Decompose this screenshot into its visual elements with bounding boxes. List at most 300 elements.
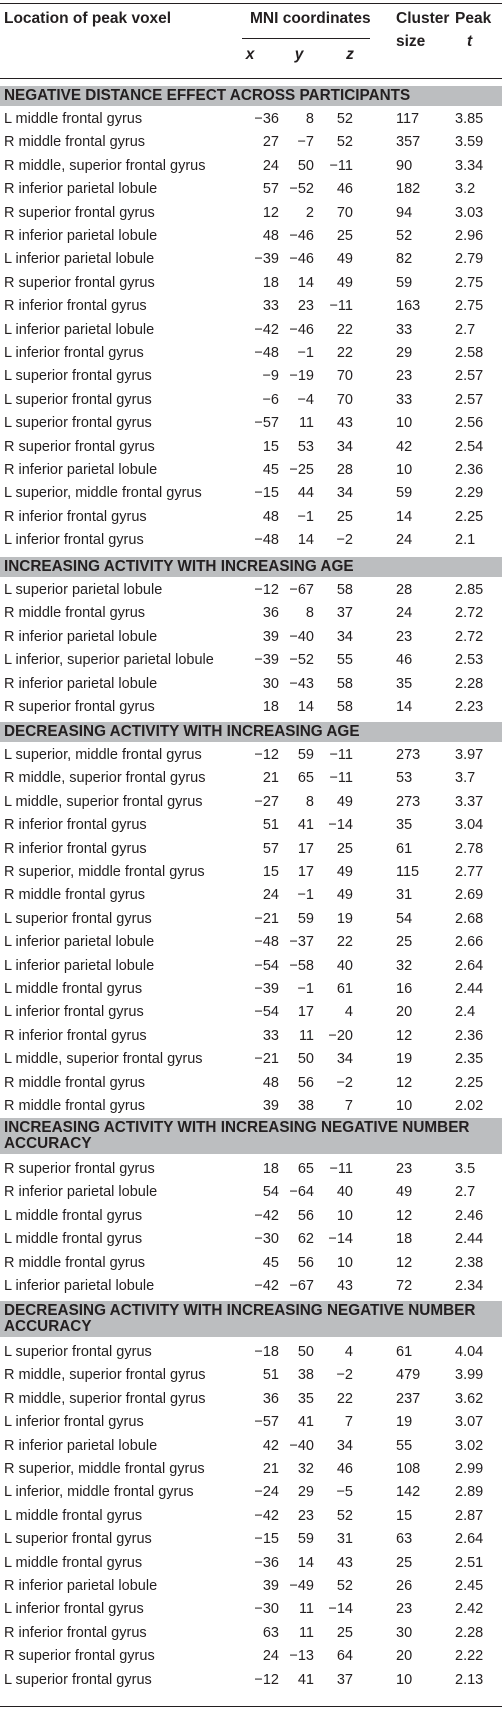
cell-z: 43: [336, 1278, 353, 1294]
cell-peak-t: 3.85: [455, 111, 484, 127]
cell-z: 58: [336, 675, 353, 692]
cell-peak-t: 3.37: [455, 793, 484, 810]
cell-location: R inferior parietal lobule: [4, 1437, 158, 1454]
cell-y: 11: [298, 415, 314, 432]
cell-location: R middle, superior frontal gyrus: [4, 157, 206, 174]
cell-location: L inferior parietal lobule: [4, 957, 155, 974]
cell-cluster-size: 23: [396, 628, 413, 645]
table-row: [0, 1597, 502, 1621]
table-row: [0, 977, 502, 1001]
cell-peak-t: 4.04: [455, 1344, 484, 1360]
cell-z: 22: [336, 345, 353, 361]
cell-peak-t: 2.25: [455, 508, 484, 525]
cell-peak-t: 3.59: [455, 134, 484, 151]
cell-x: −54: [254, 1004, 279, 1021]
table-row: [0, 1457, 502, 1481]
cell-peak-t: 3.5: [455, 1161, 476, 1177]
cell-cluster-size: 24: [396, 605, 413, 622]
table-row: [0, 528, 502, 552]
cell-peak-t: 2.78: [455, 840, 484, 857]
cell-peak-t: 2.54: [455, 438, 484, 455]
cell-location: R middle frontal gyrus: [4, 1074, 146, 1091]
cell-y: −67: [289, 1278, 314, 1294]
cell-cluster-size: 12: [396, 1027, 413, 1044]
cell-x: 30: [262, 675, 279, 692]
cell-peak-t: 3.02: [455, 1437, 484, 1454]
table-row: [0, 294, 502, 318]
table-row: [0, 672, 502, 696]
cell-cluster-size: 12: [396, 1254, 413, 1271]
cell-z: 10: [336, 1254, 353, 1271]
cell-location: L inferior, superior parietal lobule: [4, 652, 214, 669]
cell-z: 58: [336, 699, 353, 715]
cell-z: 46: [336, 1461, 353, 1477]
table-row: [0, 1227, 502, 1251]
cell-peak-t: 2.42: [455, 1601, 484, 1618]
cell-x: −30: [254, 1231, 279, 1248]
cell-y: 8: [305, 605, 314, 622]
cell-x: −24: [254, 1484, 279, 1501]
cell-cluster-size: 82: [396, 251, 413, 268]
cell-x: 27: [262, 134, 279, 151]
table-row: [0, 837, 502, 861]
header-z: z: [346, 46, 354, 63]
table-row: [0, 813, 502, 837]
table-row: [0, 743, 502, 767]
cell-peak-t: 2.23: [455, 699, 484, 715]
cell-y: 62: [297, 1231, 314, 1248]
table-row: [0, 766, 502, 790]
cell-x: −39: [254, 981, 279, 997]
cell-z: −2: [336, 1074, 353, 1091]
cell-cluster-size: 24: [396, 532, 413, 549]
cell-z: −14: [328, 1601, 353, 1618]
cell-z: 37: [336, 605, 353, 622]
cell-peak-t: 2.02: [455, 1098, 484, 1114]
cell-location: R superior frontal gyrus: [4, 699, 155, 715]
cell-peak-t: 2.72: [455, 605, 484, 622]
table-row: [0, 1387, 502, 1411]
cell-y: −1: [297, 981, 314, 997]
cell-cluster-size: 29: [396, 345, 413, 361]
cell-cluster-size: 18: [396, 1231, 413, 1248]
cell-z: 10: [336, 1207, 353, 1224]
cell-z: 58: [336, 582, 353, 598]
table-row: [0, 695, 502, 719]
cell-location: R middle frontal gyrus: [4, 1254, 146, 1271]
cell-z: 19: [336, 910, 353, 927]
table-row: [0, 177, 502, 201]
table-row: [0, 907, 502, 931]
cell-cluster-size: 23: [396, 1161, 413, 1177]
cell-y: 59: [297, 910, 314, 927]
cell-location: L superior frontal gyrus: [4, 1344, 152, 1360]
cell-location: L middle frontal gyrus: [4, 1231, 143, 1248]
cell-location: L inferior parietal lobule: [4, 251, 155, 268]
cell-y: 32: [297, 1461, 314, 1477]
cell-cluster-size: 273: [396, 747, 421, 763]
cell-cluster-size: 357: [396, 134, 421, 151]
table-row: [0, 1274, 502, 1298]
cell-peak-t: 2.57: [455, 368, 484, 385]
cell-z: 22: [336, 1390, 353, 1407]
cell-location: L inferior frontal gyrus: [4, 1414, 144, 1431]
cell-peak-t: 2.53: [455, 652, 484, 669]
cell-y: 41: [297, 817, 314, 834]
cell-z: 40: [336, 957, 353, 974]
table-row: [0, 1574, 502, 1598]
cell-x: −27: [254, 793, 279, 810]
cell-peak-t: 2.45: [455, 1578, 484, 1594]
cell-y: 11: [298, 1624, 314, 1641]
cell-location: R middle frontal gyrus: [4, 887, 146, 904]
cell-y: −64: [289, 1184, 314, 1201]
table-row: [0, 883, 502, 907]
cell-location: L superior frontal gyrus: [4, 391, 152, 408]
header-cluster-2: size: [396, 33, 426, 50]
cell-x: 21: [262, 770, 279, 787]
table-row: [0, 388, 502, 412]
table-row: [0, 505, 502, 529]
cell-x: −48: [254, 345, 279, 361]
cell-y: 50: [297, 157, 314, 174]
table-row: [0, 578, 502, 602]
cell-location: R inferior frontal gyrus: [4, 840, 147, 857]
cell-location: L inferior frontal gyrus: [4, 532, 144, 549]
cell-peak-t: 2.99: [455, 1461, 484, 1477]
cell-cluster-size: 23: [396, 368, 413, 385]
cell-y: 65: [297, 770, 314, 787]
cell-y: 17: [297, 840, 314, 857]
cell-z: 25: [336, 1624, 353, 1641]
cell-x: −54: [254, 957, 279, 974]
cell-x: −39: [254, 652, 279, 669]
cell-z: 25: [336, 508, 353, 525]
cell-y: 29: [297, 1484, 314, 1501]
cell-location: R superior, middle frontal gyrus: [4, 1461, 205, 1477]
cell-z: −11: [329, 1161, 353, 1177]
table-row: [0, 954, 502, 978]
cell-cluster-size: 10: [396, 1098, 413, 1114]
cell-cluster-size: 26: [396, 1578, 413, 1594]
cell-location: L superior parietal lobule: [4, 582, 163, 598]
cell-x: −12: [254, 747, 279, 763]
cell-z: 4: [344, 1344, 353, 1360]
cell-x: 57: [262, 181, 279, 198]
cell-z: 25: [336, 840, 353, 857]
cell-x: −57: [254, 1414, 279, 1431]
cell-x: −42: [254, 321, 279, 338]
cell-z: 43: [336, 415, 353, 432]
cell-z: 46: [336, 181, 353, 198]
cell-y: 53: [297, 438, 314, 455]
cell-x: 18: [262, 699, 279, 715]
header-rule: [0, 78, 502, 79]
cell-y: 17: [297, 1004, 314, 1021]
section-heading: NEGATIVE DISTANCE EFFECT ACROSS PARTICIPANTS: [0, 86, 502, 106]
table-row: [0, 860, 502, 884]
cell-location: R middle frontal gyrus: [4, 605, 146, 622]
cell-y: 17: [297, 864, 314, 880]
table-row: [0, 1024, 502, 1048]
cell-location: R inferior parietal lobule: [4, 628, 158, 645]
cell-x: 48: [262, 1074, 279, 1091]
cell-peak-t: 2.22: [455, 1648, 484, 1665]
cell-cluster-size: 59: [396, 274, 413, 291]
cell-cluster-size: 19: [396, 1051, 413, 1068]
cell-y: 38: [297, 1367, 314, 1384]
cell-peak-t: 2.77: [455, 864, 484, 880]
cell-y: 59: [297, 1531, 314, 1548]
cell-peak-t: 2.1: [455, 532, 476, 549]
cell-peak-t: 2.46: [455, 1207, 484, 1224]
cell-peak-t: 2.64: [455, 957, 484, 974]
cell-x: 18: [262, 1161, 279, 1177]
header-peak-2: t: [467, 33, 473, 50]
cell-y: −25: [289, 462, 314, 478]
cell-peak-t: 3.7: [455, 770, 476, 787]
cell-cluster-size: 237: [396, 1390, 421, 1407]
cell-cluster-size: 25: [396, 1554, 413, 1571]
cell-z: 49: [336, 864, 353, 880]
cell-x: 12: [262, 204, 279, 221]
table-row: [0, 1251, 502, 1275]
cell-y: 8: [305, 111, 314, 127]
cell-x: 39: [262, 628, 279, 645]
cell-z: −11: [329, 747, 353, 763]
cell-peak-t: 2.58: [455, 345, 484, 361]
cell-y: 35: [297, 1390, 314, 1407]
cell-x: −12: [254, 582, 279, 598]
table-row: [0, 1504, 502, 1528]
cell-y: −13: [289, 1648, 314, 1665]
cell-y: 59: [297, 747, 314, 763]
cell-location: L superior frontal gyrus: [4, 910, 152, 927]
cell-y: 41: [297, 1671, 314, 1688]
cell-z: −11: [329, 157, 353, 174]
cell-cluster-size: 15: [396, 1507, 413, 1524]
table-row: [0, 1668, 502, 1692]
cell-x: −18: [254, 1344, 279, 1360]
cell-y: 50: [297, 1051, 314, 1068]
cell-y: 50: [297, 1344, 314, 1360]
cell-x: 39: [262, 1098, 279, 1114]
cell-location: R superior frontal gyrus: [4, 1161, 155, 1177]
cell-x: 54: [262, 1184, 279, 1201]
cell-x: −9: [262, 368, 279, 385]
cell-cluster-size: 16: [396, 981, 413, 997]
cell-cluster-size: 14: [396, 508, 413, 525]
cell-location: L middle frontal gyrus: [4, 111, 143, 127]
cell-location: L superior frontal gyrus: [4, 368, 152, 385]
cell-y: −40: [289, 628, 314, 645]
cell-z: 49: [336, 793, 353, 810]
cell-x: 39: [262, 1578, 279, 1594]
table-row: [0, 435, 502, 459]
cell-cluster-size: 42: [396, 438, 413, 455]
cell-cluster-size: 20: [396, 1004, 413, 1021]
cell-location: L middle frontal gyrus: [4, 1507, 143, 1524]
cell-location: R superior frontal gyrus: [4, 274, 155, 291]
cell-peak-t: 2.56: [455, 415, 484, 432]
cell-x: 18: [262, 274, 279, 291]
cell-x: −48: [254, 934, 279, 951]
cell-x: 57: [262, 840, 279, 857]
cell-y: 65: [297, 1161, 314, 1177]
cell-y: 11: [298, 1027, 314, 1044]
cell-cluster-size: 30: [396, 1624, 413, 1641]
cell-z: 34: [336, 1051, 353, 1068]
cell-peak-t: 3.2: [455, 181, 476, 198]
cell-location: R superior frontal gyrus: [4, 438, 155, 455]
bottom-rule: [0, 1706, 502, 1707]
cell-peak-t: 2.51: [455, 1554, 484, 1571]
cell-peak-t: 2.72: [455, 628, 484, 645]
cell-cluster-size: 479: [396, 1367, 421, 1384]
cell-peak-t: 2.35: [455, 1051, 484, 1068]
cell-location: L superior frontal gyrus: [4, 415, 152, 432]
header-x: x: [245, 46, 255, 63]
cell-z: 43: [336, 1554, 353, 1571]
table-row: [0, 318, 502, 342]
cell-z: 34: [336, 1437, 353, 1454]
cell-location: R inferior parietal lobule: [4, 462, 158, 478]
cell-y: −1: [297, 508, 314, 525]
cell-x: 45: [262, 462, 279, 478]
cell-z: −5: [336, 1484, 353, 1501]
cell-z: 28: [336, 462, 353, 478]
cell-y: −37: [289, 934, 314, 951]
cell-y: −1: [297, 887, 314, 904]
cell-location: L inferior frontal gyrus: [4, 1004, 144, 1021]
cell-location: R inferior parietal lobule: [4, 181, 158, 198]
table-row: [0, 1071, 502, 1095]
cell-z: 37: [336, 1671, 353, 1688]
table-row: [0, 364, 502, 388]
table-row: [0, 601, 502, 625]
table-row: [0, 154, 502, 178]
cell-cluster-size: 10: [396, 462, 413, 478]
cell-cluster-size: 10: [396, 415, 413, 432]
cell-location: L superior frontal gyrus: [4, 1671, 152, 1688]
cell-cluster-size: 273: [396, 793, 421, 810]
cell-y: −67: [289, 582, 314, 598]
cell-cluster-size: 33: [396, 321, 413, 338]
cell-cluster-size: 32: [396, 957, 413, 974]
cell-cluster-size: 94: [396, 204, 413, 221]
cell-location: L inferior parietal lobule: [4, 934, 155, 951]
cell-y: 23: [297, 1507, 314, 1524]
table-row: [0, 1621, 502, 1645]
cell-z: 7: [344, 1414, 353, 1431]
cell-peak-t: 3.62: [455, 1390, 484, 1407]
cell-z: 7: [344, 1098, 353, 1114]
section-heading: INCREASING ACTIVITY WITH INCREASING NEGATIVE NUMBER ACCURACY: [0, 1118, 502, 1154]
table-row: [0, 458, 502, 482]
cell-z: −2: [336, 532, 353, 549]
cell-x: 63: [262, 1624, 279, 1641]
section-heading: INCREASING ACTIVITY WITH INCREASING AGE: [0, 557, 502, 577]
cell-peak-t: 2.29: [455, 485, 484, 502]
cell-x: −30: [254, 1601, 279, 1618]
cell-location: R superior frontal gyrus: [4, 204, 155, 221]
cell-location: R inferior parietal lobule: [4, 675, 158, 692]
cell-location: R inferior frontal gyrus: [4, 1624, 147, 1641]
cell-cluster-size: 115: [396, 864, 420, 880]
cell-peak-t: 2.96: [455, 228, 484, 244]
mni-underline: [242, 38, 370, 39]
cell-cluster-size: 19: [396, 1414, 413, 1431]
cell-location: R middle, superior frontal gyrus: [4, 1367, 206, 1384]
cell-x: 48: [262, 228, 279, 244]
top-rule: [0, 3, 502, 4]
cell-y: 44: [297, 485, 314, 502]
cell-peak-t: 2.44: [455, 1231, 484, 1248]
table-row: [0, 411, 502, 435]
cell-location: L inferior frontal gyrus: [4, 345, 144, 361]
cell-y: 41: [297, 1414, 314, 1431]
cell-peak-t: 3.07: [455, 1414, 484, 1431]
cell-x: 45: [262, 1254, 279, 1271]
cell-y: −58: [289, 957, 314, 974]
cell-y: 8: [305, 793, 314, 810]
cell-x: −12: [254, 1671, 279, 1688]
cell-cluster-size: 12: [396, 1074, 413, 1091]
cell-y: 14: [297, 1554, 314, 1571]
cell-y: −46: [289, 321, 314, 338]
cell-x: −48: [254, 532, 279, 549]
cell-location: R superior frontal gyrus: [4, 1648, 155, 1665]
table-row: [0, 648, 502, 672]
cell-peak-t: 2.75: [455, 274, 484, 291]
cell-x: 15: [262, 438, 279, 455]
cell-z: 55: [336, 652, 353, 669]
cell-x: −39: [254, 251, 279, 268]
cell-x: 33: [262, 298, 279, 315]
cell-z: −14: [328, 1231, 353, 1248]
cell-peak-t: 2.66: [455, 934, 484, 951]
cell-z: 70: [336, 368, 353, 385]
cell-x: 51: [262, 1367, 279, 1384]
cell-peak-t: 2.34: [455, 1278, 484, 1294]
cell-x: 24: [262, 1648, 279, 1665]
header-mni: MNI coordinates: [250, 10, 371, 27]
cell-x: 24: [262, 157, 279, 174]
cell-peak-t: 2.75: [455, 298, 484, 315]
table-row: [0, 1047, 502, 1071]
table-row: [0, 930, 502, 954]
cell-z: −11: [329, 298, 353, 315]
cell-x: −15: [254, 485, 279, 502]
cell-x: −42: [254, 1278, 279, 1294]
cell-cluster-size: 28: [396, 582, 413, 598]
cell-x: 24: [262, 887, 279, 904]
table-row: [0, 625, 502, 649]
cell-x: −6: [262, 391, 279, 408]
cell-cluster-size: 12: [396, 1207, 413, 1224]
cell-cluster-size: 46: [396, 652, 413, 669]
table-row: [0, 271, 502, 295]
cell-location: R middle frontal gyrus: [4, 1098, 146, 1114]
table-row: [0, 1363, 502, 1387]
cell-x: −21: [254, 910, 279, 927]
cell-location: L middle, superior frontal gyrus: [4, 1051, 203, 1068]
cell-z: 40: [336, 1184, 353, 1201]
cell-z: −11: [329, 770, 353, 787]
cell-cluster-size: 72: [396, 1278, 413, 1294]
cell-peak-t: 2.38: [455, 1254, 484, 1271]
cell-y: 38: [297, 1098, 314, 1114]
